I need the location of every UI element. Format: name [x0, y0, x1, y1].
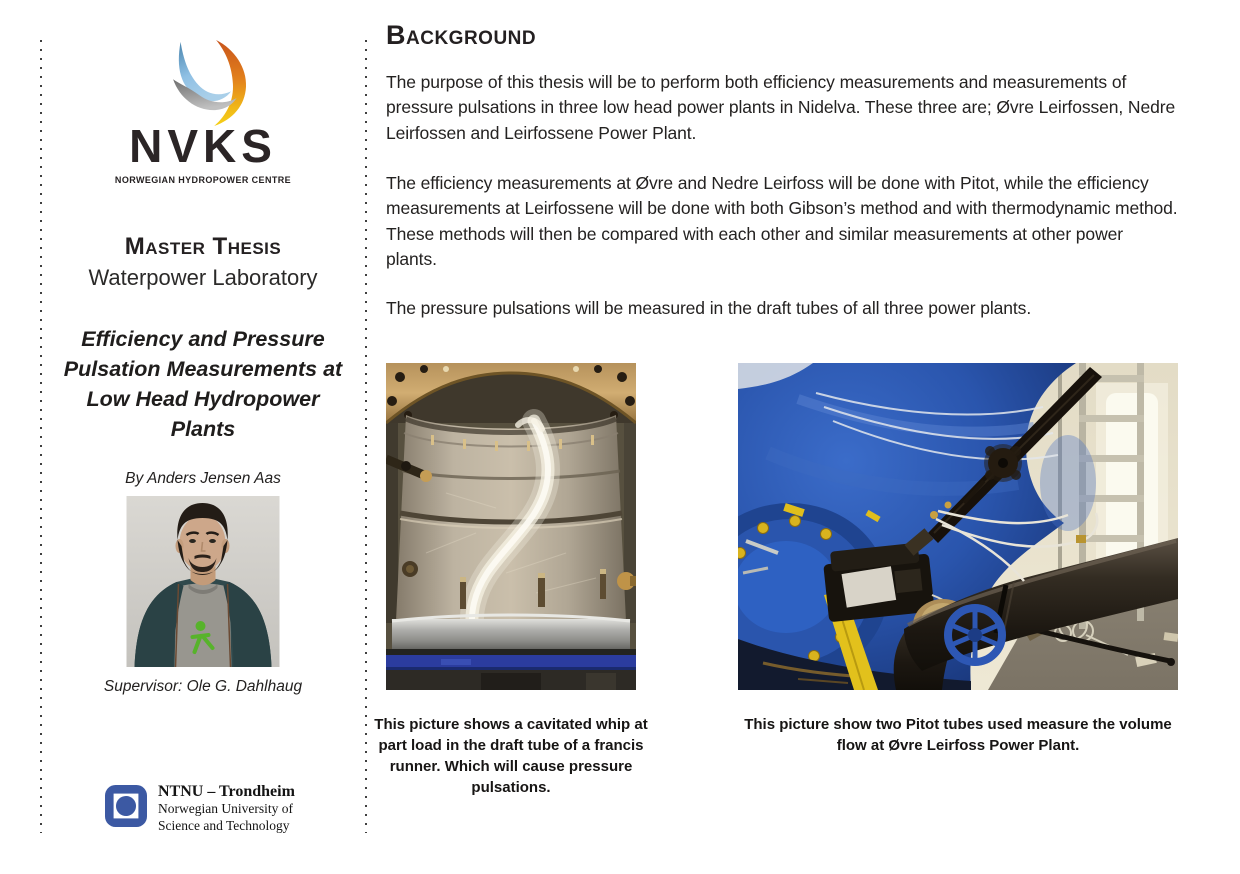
thesis-title: Efficiency and Pressure Pulsation Measurements at Low Head Hydropower Plants [63, 327, 343, 441]
ntnu-logo-block [105, 782, 361, 834]
paragraph-methods: The efficiency measurements at Øvre and Nedre Leirfoss will be done with Pitot, while the efficiency measurements at Leirfossene will be done with both Gibson’s method and with thermodynamic method. These methods will then be compared with each other and similar measurements at other power plants. [386, 173, 1178, 269]
nvks-wordmark: NVKS [129, 120, 277, 172]
instrument-box [822, 542, 935, 623]
section-heading-background: Background [386, 20, 537, 50]
ntnu-logo-icon [105, 784, 147, 828]
author-line: By Anders Jensen Aas [125, 470, 281, 487]
ntnu-name: NTNU – Trondheim [158, 783, 295, 800]
pitot-tubes-photo [738, 363, 1178, 690]
paragraph-purpose: The purpose of this thesis will be to perform both efficiency measurements and measurements of pressure pulsations in three low head power plants in Nidelva. These three are; Øvre Leirfossen, Nedre Leirfossen and Leirfossene Power Plant. [386, 72, 1176, 143]
ntnu-desc-line2: Science and Technology [158, 817, 290, 833]
author-portrait-photo [127, 496, 280, 667]
main-content [374, 0, 1178, 874]
sidebar-left-dotted-border [40, 40, 42, 833]
steel-flange [392, 619, 630, 651]
nvks-orange-crescent [214, 40, 246, 126]
document-type-heading: Master Thesis [124, 233, 282, 260]
supervisor-line: Supervisor: Ole G. Dahlhaug [103, 678, 303, 695]
figure-caption: This picture shows a cavitated whip at part load in the draft tube of a francis runner. Which will cause pressure pulsations. [374, 716, 648, 796]
sidebar-right-dotted-border [365, 40, 367, 833]
rod-gear [984, 444, 1022, 482]
paragraph-pulsations: The pressure pulsations will be measured in the draft tubes of all three power plants. [386, 298, 1032, 318]
nvks-logo-subtitle: NORWEGIAN HYDROPOWER CENTRE [114, 175, 292, 185]
draft-tube-cavitated-whip-photo [386, 363, 636, 690]
figure-caption: This picture show two Pitot tubes used measure the volume flow at Øvre Leirfoss Power Plant. [744, 716, 1172, 754]
lab-name: Waterpower Laboratory [88, 265, 318, 290]
nvks-swoosh-icon [155, 40, 252, 126]
sidebar [45, 0, 361, 874]
figure-draft-tube [374, 363, 648, 796]
ntnu-desc-line1: Norwegian University of [158, 801, 293, 816]
figure-pitot-tubes [738, 363, 1178, 754]
